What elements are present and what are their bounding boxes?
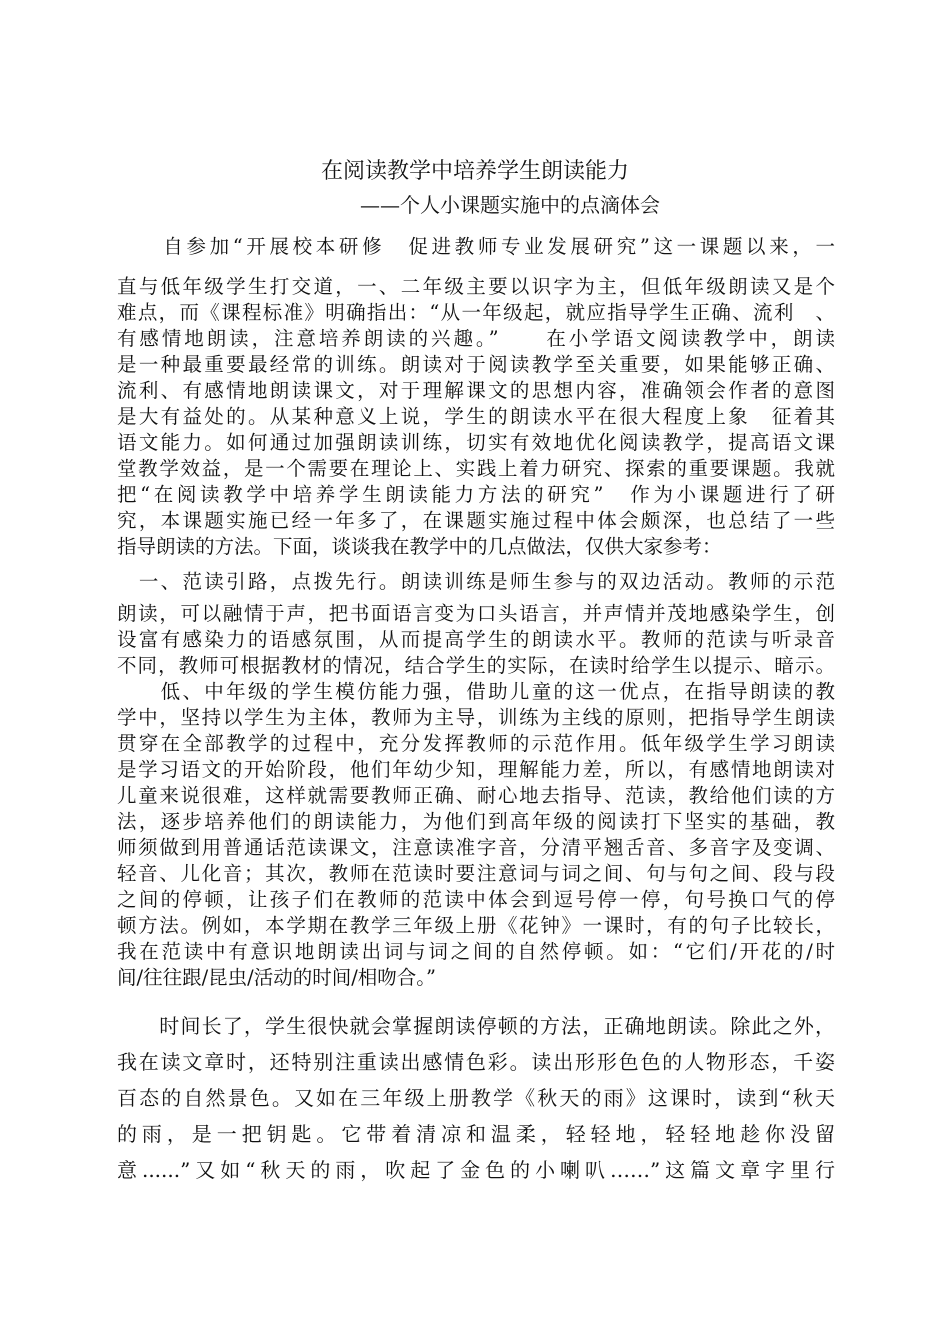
text-line: 顿方法。例如，本学期在教学三年级上册《花钟》一课时，有的句子比较长，	[117, 914, 835, 937]
text-line: 轻音、儿化音；其次，教师在范读时要注意词与词之间、句与句之间、段与段	[117, 862, 835, 885]
text-line: 难点，而《课程标准》明确指出：“从一年级起，就应指导学生正确、流利 、	[117, 301, 835, 324]
text-line: 是一种最重要最经常的训练。朗读对于阅读教学至关重要，如果能够正确、	[117, 353, 835, 376]
text-line: 指导朗读的方法。下面，谈谈我在教学中的几点做法，仅供大家参考：	[117, 535, 722, 558]
text-line: 有感情地朗读，注意培养朗读的兴趣。” 在小学语文阅读教学中，朗读	[117, 327, 835, 350]
text-line: 一、范读引路，点拨先行。朗读训练是师生参与的双边活动。教师的示范	[117, 570, 835, 593]
text-line: 朗读，可以融情于声，把书面语言变为口头语言，并声情并茂地感染学生，创	[117, 602, 835, 625]
text-line: 设富有感染力的语感氛围，从而提高学生的朗读水平。教师的范读与听录音	[117, 628, 835, 651]
text-line: 是学习语文的开始阶段，他们年幼少知，理解能力差，所以，有感情地朗读对	[117, 758, 835, 781]
text-line: 时间长了，学生很快就会掌握朗读停顿的方法，正确地朗读。除此之外，	[117, 1014, 835, 1038]
text-line: 把“在阅读教学中培养学生朗读能力方法的研究” 作为小课题进行了研	[117, 483, 835, 506]
text-line: 学中，坚持以学生为主体，教师为主导，训练为主线的原则，把指导学生朗读	[117, 706, 835, 729]
text-line: 百态的自然景色。又如在三年级上册教学《秋天的雨》这课时，读到“秋天	[117, 1086, 835, 1110]
text-line: 流利、有感情地朗读课文，对于理解课文的思想内容，准确领会作者的意图	[117, 379, 835, 402]
text-line: 究，本课题实施已经一年多了，在课题实施过程中体会颇深，也总结了一些	[117, 509, 835, 532]
text-line: 的雨，是一把钥匙。它带着清凉和温柔，轻轻地，轻轻地趁你没留	[117, 1122, 835, 1146]
text-line: 自参加“开展校本研修 促进教师专业发展研究”这一课题以来，一	[117, 235, 835, 258]
text-line: 堂教学效益，是一个需要在理论上、实践上着力研究、探索的重要课题。我就	[117, 457, 835, 480]
text-line: 间/往往跟/昆虫/活动的时间/相吻合。”	[117, 966, 436, 989]
text-line: 我在范读中有意识地朗读出词与词之间的自然停顿。如：“它们/开花的/时	[117, 940, 835, 963]
text-line: 我在读文章时，还特别注重读出感情色彩。读出形形色色的人物形态，千姿	[117, 1050, 835, 1074]
text-line: 师须做到用普通话范读课文，注意读准字音，分清平翘舌音、多音字及变调、	[117, 836, 835, 859]
document-subtitle: ——个人小课题实施中的点滴体会	[360, 193, 660, 217]
text-line: 是大有益处的。从某种意义上说，学生的朗读水平在很大程度上象 征着其	[117, 405, 835, 428]
text-line: 法，逐步培养他们的朗读能力，为他们到高年级的阅读打下坚实的基础，教	[117, 810, 835, 833]
text-line: 不同，教师可根据教材的情况，结合学生的实际，在读时给学生以提示、暗示。	[117, 654, 835, 677]
text-line: 直与低年级学生打交道，一、二年级主要以识字为主，但低年级朗读又是个	[117, 275, 835, 298]
text-line: 意......”又如“秋天的雨，吹起了金色的小喇叭……”这篇文章字里行	[117, 1158, 835, 1182]
text-line: 低、中年级的学生模仿能力强，借助儿童的这一优点，在指导朗读的教	[117, 680, 835, 703]
document-title: 在阅读教学中培养学生朗读能力	[320, 159, 629, 184]
text-line: 语文能力。如何通过加强朗读训练，切实有效地优化阅读教学，提高语文课	[117, 431, 835, 454]
text-line: 儿童来说很难，这样就需要教师正确、耐心地去指导、范读，教给他们读的方	[117, 784, 835, 807]
text-line: 贯穿在全部教学的过程中，充分发挥教师的示范作用。低年级学生学习朗读	[117, 732, 835, 755]
text-line: 之间的停顿，让孩子们在教师的范读中体会到逗号停一停，句号换口气的停	[117, 888, 835, 911]
